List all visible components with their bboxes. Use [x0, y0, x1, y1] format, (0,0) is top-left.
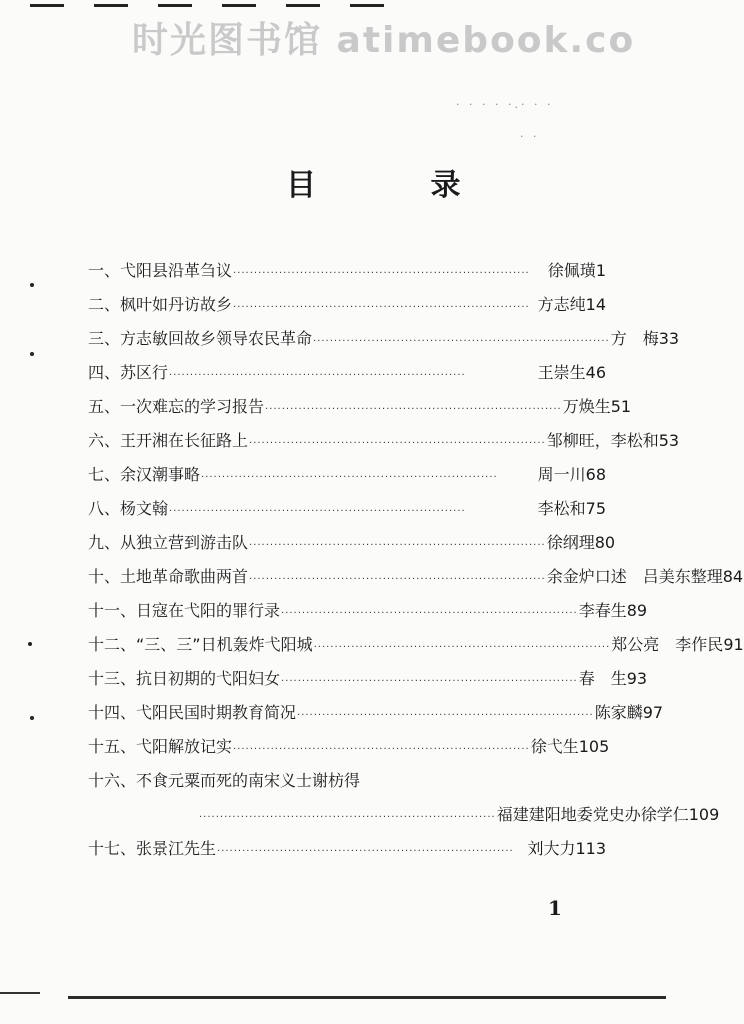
toc-entry-author: 邹柳旺，李松和 [546, 431, 659, 450]
toc-entry-author: 春 生 [578, 669, 627, 688]
toc-entry[interactable] [88, 768, 606, 802]
bottom-rule [68, 996, 666, 999]
toc-entry-author: 万焕生 [562, 397, 611, 416]
toc-entry[interactable] [88, 836, 606, 870]
toc-entry[interactable] [88, 394, 632, 428]
toc-entry-title: 十一、日寇在弋阳的罪行录 [88, 601, 281, 620]
toc-entry-title: 一、弋阳县沿革刍议 [88, 261, 233, 280]
dot-leader: ······································································· [233, 744, 530, 755]
margin-mark [30, 283, 34, 287]
toc-entry-author: 徐纲理 [546, 533, 595, 552]
margin-mark [30, 352, 34, 356]
toc-entry-page: 105 [578, 737, 610, 756]
toc-entry-title: 十二、“三、三”日机轰炸弋阳城 [88, 635, 313, 654]
toc-entry[interactable] [88, 428, 680, 462]
toc-entry[interactable] [88, 530, 616, 564]
toc-entry[interactable] [88, 462, 606, 496]
toc-entry-author: 福建建阳地委党史办徐学仁 [496, 805, 689, 824]
toc-entry-title: 四、苏区行 [88, 363, 169, 382]
toc-entry-author: 陈家麟 [594, 703, 643, 722]
toc-entry[interactable] [88, 632, 744, 666]
toc-entry-title: 十六、不食元粟而死的南宋义士谢枋得 [88, 771, 361, 790]
toc-entry[interactable] [88, 496, 606, 530]
dot-leader: ······································································· [313, 336, 610, 347]
dot-leader: ······································································· [265, 404, 562, 415]
toc-entry-page: 80 [594, 533, 616, 552]
toc-entry[interactable] [88, 292, 606, 326]
toc-entry-page: 113 [575, 839, 606, 858]
toc-entry-author: 徐佩璜 [547, 261, 596, 280]
dot-leader: ······································································· [199, 812, 496, 823]
dot-leader: ······································································· [249, 540, 546, 551]
toc-entry-title: 九、从独立营到游击队 [88, 533, 249, 552]
dot-leader: ······································································· [217, 846, 514, 857]
dot-leader: ······································································· [281, 676, 578, 687]
toc-entry-title: 二、枫叶如丹访故乡 [88, 295, 233, 314]
toc-entry-title: 十三、抗日初期的弋阳妇女 [88, 669, 281, 688]
dot-leader: ······································································· [233, 268, 530, 279]
scan-noise: · · [520, 130, 540, 143]
toc-entry-page: 91 [723, 635, 744, 654]
toc-entry-title: 七、余汉潮事略 [88, 465, 201, 484]
toc-entry-author: 方志纯 [537, 295, 586, 314]
toc-entry-title: 六、王开湘在长征路上 [88, 431, 249, 450]
toc-entry-author: 余金炉口述 吕美东整理 [546, 567, 723, 586]
toc-entry-author: 王崇生 [537, 363, 586, 382]
toc-entry-author: 方 梅 [610, 329, 659, 348]
table-of-contents [88, 258, 744, 870]
watermark: 时光图书馆 atimebook.co [132, 20, 636, 61]
dot-leader: ······································································· [249, 574, 546, 585]
scan-noise: · · · · ·.· · · [456, 98, 554, 111]
page-number: 1 [548, 896, 562, 920]
toc-entry-page: 97 [642, 703, 664, 722]
toc-entry[interactable] [88, 734, 610, 768]
dot-leader: ······································································· [313, 642, 611, 653]
toc-entry-page: 68 [585, 465, 606, 484]
toc-entry-title: 十五、弋阳解放记实 [88, 737, 233, 756]
dot-leader: ······································································· [249, 438, 546, 449]
dot-leader: ······································································· [281, 608, 578, 619]
toc-entry-title: 十四、弋阳民国时期教育简况 [88, 703, 297, 722]
top-edge-marks [30, 0, 384, 8]
toc-entry[interactable] [88, 326, 680, 360]
toc-entry-page: 1 [595, 261, 606, 280]
toc-entry[interactable] [88, 258, 606, 292]
toc-entry-author: 李松和 [537, 499, 586, 518]
toc-entry-author: 郑公亮 李作民 [611, 635, 724, 654]
toc-entry-author: 周一川 [537, 465, 586, 484]
toc-entry-page: 89 [626, 601, 648, 620]
toc-entry-author: 徐弋生 [530, 737, 579, 756]
toc-entry-page: 14 [585, 295, 606, 314]
toc-entry[interactable] [88, 700, 664, 734]
toc-entry-page: 93 [626, 669, 648, 688]
toc-entry-page: 46 [585, 363, 606, 382]
toc-entry[interactable] [88, 564, 744, 598]
toc-entry-title: 十、土地革命歌曲两首 [88, 567, 249, 586]
dot-leader: ······································································· [169, 370, 466, 381]
margin-mark [28, 642, 32, 646]
toc-entry-page: 109 [688, 805, 720, 824]
dot-leader: ······································································· [233, 302, 530, 313]
page-title: 目 录 [286, 168, 513, 203]
dot-leader: ······································································· [297, 710, 594, 721]
toc-entry-continuation[interactable] [88, 802, 720, 836]
toc-entry-title: 八、杨文翰 [88, 499, 169, 518]
toc-entry-page: 53 [658, 431, 680, 450]
margin-mark [30, 716, 34, 720]
toc-entry-author: 李春生 [578, 601, 627, 620]
toc-entry-page: 51 [610, 397, 632, 416]
toc-entry[interactable] [88, 666, 648, 700]
dot-leader: ······································································· [169, 506, 466, 517]
toc-entry-title: 十七、张景江先生 [88, 839, 217, 858]
toc-entry[interactable] [88, 598, 648, 632]
toc-entry-page: 33 [658, 329, 680, 348]
toc-entry-author: 刘大力 [527, 839, 576, 858]
bottom-edge-mark [0, 992, 40, 994]
toc-entry-page: 75 [585, 499, 606, 518]
toc-entry[interactable] [88, 360, 606, 394]
toc-entry-title: 五、一次难忘的学习报告 [88, 397, 265, 416]
dot-leader: ······································································· [201, 472, 498, 483]
toc-entry-page: 84 [722, 567, 744, 586]
toc-entry-title: 三、方志敏回故乡领导农民革命 [88, 329, 313, 348]
